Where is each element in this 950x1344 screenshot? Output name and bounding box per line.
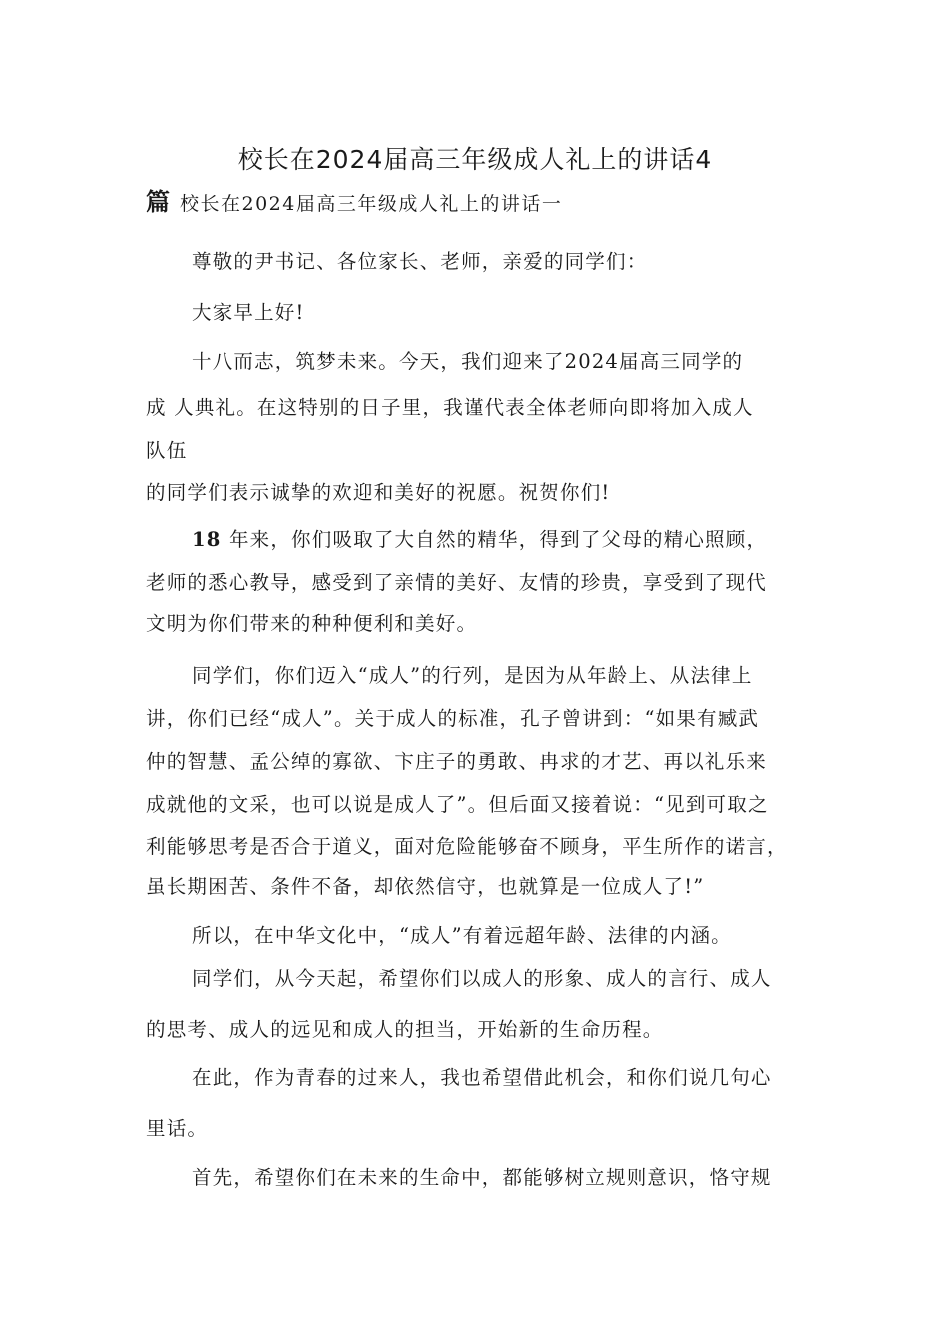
paragraph-line: 里话。: [146, 1117, 209, 1140]
paragraph-line: 利能够思考是否合于道义，面对危险能够奋不顾身，平生所作的诺言，: [146, 835, 788, 858]
document-subtitle: 校长在2024届高三年级成人礼上的讲话一: [180, 193, 563, 215]
paragraph-line: 虽长期困苦、条件不备，却依然信守，也就算是一位成人了!”: [146, 875, 705, 898]
paragraph-line: 队伍: [146, 439, 188, 462]
paragraph-line: 十八而志，筑梦未来。今天，我们迎来了2024届高三同学的: [192, 350, 744, 373]
paragraph-line: 成就他的文采，也可以说是成人了”。但后面又接着说：“见到可取之: [146, 793, 769, 816]
paragraph-line: 尊敬的尹书记、各位家长、老师，亲爱的同学们：: [192, 250, 648, 273]
paragraph-line: 所以，在中华文化中，“成人”有着远超年龄、法律的内涵。: [192, 924, 732, 947]
paragraph-line: 首先，希望你们在未来的生命中，都能够树立规则意识，恪守规: [192, 1166, 772, 1189]
subtitle-row: [146, 182, 562, 217]
number-18: 18: [192, 528, 222, 551]
paragraph-line: 在此，作为青春的过来人，我也希望借此机会，和你们说几句心: [192, 1066, 772, 1089]
paragraph-line: 讲，你们已经“成人”。关于成人的标准，孔子曾讲到：“如果有臧武: [146, 707, 760, 730]
paragraph-line: 的思考、成人的远见和成人的担当，开始新的生命历程。: [146, 1018, 664, 1041]
paragraph-line: 仲的智慧、孟公绰的寡欲、卞庄子的勇敢、冉求的才艺、再以礼乐来: [146, 750, 768, 773]
paragraph-line: 文明为你们带来的种种便利和美好。: [146, 612, 478, 635]
document-title: 校长在2024届高三年级成人礼上的讲话4: [237, 145, 713, 174]
paragraph-line: 的同学们表示诚挚的欢迎和美好的祝愿。祝贺你们!: [146, 481, 611, 504]
paragraph-line: 成 人典礼。在这特别的日子里，我谨代表全体老师向即将加入成人: [146, 396, 754, 419]
paragraph-line: 老师的悉心教导，感受到了亲情的美好、友情的珍贵，享受到了现代: [146, 571, 768, 594]
pian-char: 篇: [146, 188, 170, 216]
paragraph-line: 同学们，你们迈入“成人”的行列，是因为从年龄上、从法律上: [192, 664, 753, 687]
paragraph-line-18: [192, 524, 767, 552]
paragraph-line: 大家早上好!: [192, 301, 305, 324]
paragraph-line: 同学们，从今天起，希望你们以成人的形象、成人的言行、成人: [192, 967, 772, 990]
paragraph-line-text: 年来，你们吸取了大自然的精华，得到了父母的精心照顾，: [228, 528, 768, 551]
